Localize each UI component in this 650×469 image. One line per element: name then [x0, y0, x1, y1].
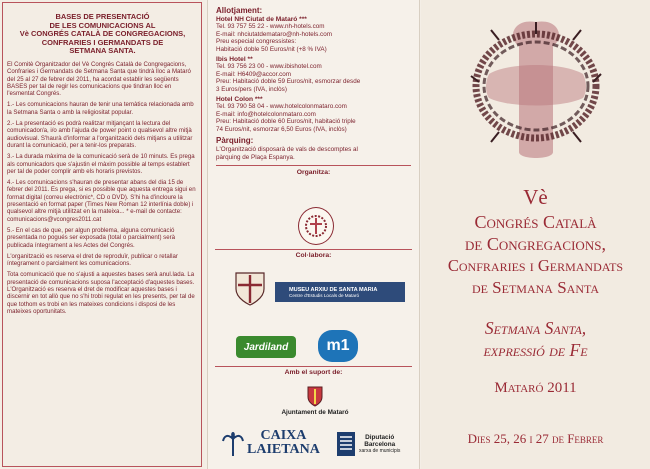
cover-title-line: de Setmana Santa	[471, 278, 600, 297]
rule-5: 5.- En el cas de que, per algun problema, alguna comunicació presentada no pogués ser exposada (total o parcialment) serà publicada íntegrament a les Actes del Congrés.	[7, 226, 176, 249]
edition-label: Vè	[523, 185, 548, 209]
museu-arxiu-logo	[275, 282, 405, 302]
hotel-line: E-mail: info@hotelcolonmataro.com	[216, 110, 316, 118]
ajuntament-logo	[265, 380, 365, 420]
bases-heading-line: DE LES COMUNICACIONS AL	[49, 20, 156, 30]
hotel-name: Hotel Colon ***	[216, 96, 263, 104]
hotel-name: Hotel NH Ciutat de Mataró ***	[216, 16, 307, 23]
hotel-line: E-mail: nhciutatdemataro@nh-hotels.com	[216, 30, 332, 38]
museu-arxiu-line1: MUSEU ARXIU DE SANTA MARIA	[289, 286, 378, 293]
suport-label: Amb el suport de:	[284, 369, 343, 376]
hotel-line: Preu especial congressistes:	[216, 38, 297, 46]
caixa-laietana-logo	[222, 427, 326, 459]
rule-3: 3.- La durada màxima de la comunicació serà de 10 minuts. Es prega als comunicadors que s'ajustin el màxim possible al temps establert per tal de poder complir amb els horaris previstos.	[7, 153, 195, 175]
diputacio-line1: Diputació	[365, 434, 395, 441]
caixa-line1: CAIXA	[260, 428, 307, 443]
m1-text: m1	[326, 337, 350, 354]
reserve-paragraph: L'organització es reserva el dret de reproduïr, publicar o retallar íntegrament o parcialment les comunicacions.	[7, 252, 178, 268]
closing-paragraph: Tota comunicació que no s'ajusti a aquestes bases serà anul.lada. La presentació de comunicacions suposa l'acceptació d'aquestes bases. L'Organització es reserva el dret de modificar aquestes bases i discernir en tot allò que no s'hi trobi regulat en les presents, per tal de que tothom es trobi en les mateixes condicions i disposi de les mateixes oportunitats.	[7, 271, 195, 315]
parking-line: L'Organització disposarà de vals de descomptes al	[216, 146, 358, 154]
shield-icon	[232, 269, 268, 307]
intro-paragraph: El Comitè Organitzador del Vè Congrés Català de Congregacions, Confraries i Germandats de Setmana Santa que tindrà lloc a Mataró del 25 al 27 de febrer del 2011, ha acordat establir les següents BASES per tal de regir les comunicacions que tindran lloc en l'esmentat Congrés.	[7, 60, 191, 98]
motto-line: expressió de Fe	[483, 340, 588, 360]
crown-of-thorns-cross-icon	[469, 12, 603, 167]
cover-title-line: Congrés Català	[474, 212, 597, 232]
lodging-title: Allotjament:	[216, 6, 263, 15]
bases-heading-line: CONFRARIES I GERMANDATS DE	[41, 37, 164, 47]
event-dates: Dies 25, 26 i 27 de Febrer	[467, 431, 604, 446]
hotel-line: Habitació doble 50 Euros/nit (+8 % IVA)	[216, 45, 327, 53]
cover-title-line: de Congregacions,	[465, 234, 606, 254]
left-panel-frame	[2, 2, 202, 467]
organitza-label: Organitza:	[296, 168, 331, 176]
jardiland-logo	[236, 336, 296, 358]
jardiland-text: Jardiland	[243, 341, 289, 353]
hotel-nh	[216, 16, 411, 53]
rule-1: 1.- Les comunicacions hauran de tenir una temàtica relacionada amb la Setmana Santa o amb la religiositat popular.	[7, 101, 194, 116]
hotel-line: E-mail: H6409@accor.com	[216, 70, 291, 78]
hotel-ibis	[216, 56, 411, 93]
hotel-line: Preu: Habitació doble 60 Euros/nit, habitació triple	[216, 118, 356, 126]
parking-line: pàrquing de Plaça Espanya.	[216, 153, 295, 161]
hotel-line: 74 Euros/nit, esmorzar 6,50 Euros (IVA, inclòs)	[216, 125, 347, 133]
caixa-laietana-text	[247, 429, 320, 457]
palm-tree-icon	[222, 429, 244, 457]
cover-title-line: Confraries i Germandats	[447, 256, 624, 275]
hotel-line: Tel. 93 756 23 00 - www.ibishotel.com	[216, 63, 322, 71]
left-panel	[0, 0, 205, 469]
hotel-colon	[216, 96, 411, 133]
bases-heading-line: BASES DE PRESENTACIÓ	[55, 12, 150, 21]
hotel-line: Tel. 93 790 58 04 - www.hotelcolonmataro.com	[216, 103, 347, 111]
diputacio-line3: xarxa de municipis	[359, 448, 401, 454]
m1-logo	[318, 330, 358, 362]
divider	[216, 165, 411, 166]
city-year: Mataró 2011	[494, 380, 577, 396]
escut-logo	[230, 268, 270, 308]
crown-of-thorns-icon	[302, 212, 330, 240]
bases-heading-line: SETMANA SANTA.	[69, 46, 136, 56]
diputacio-line2: Barcelona	[364, 441, 396, 448]
divider	[215, 249, 412, 250]
museu-arxiu-line2: Centre d'Estudis Locals de Mataró	[289, 292, 360, 298]
hotel-line: 3 Euros/pers (IVA, inclòs)	[216, 85, 287, 93]
collabora-label: Col·labora:	[295, 252, 332, 259]
ajuntament-text: Ajuntament de Mataró	[281, 408, 349, 416]
motto-line: Setmana Santa,	[484, 318, 587, 338]
bases-heading-line: Vè CONGRÉS CATALÀ DE CONGREGACIONS,	[19, 29, 186, 39]
hotel-line: Tel. 93 757 55 22 - www.nh-hotels.com	[216, 23, 325, 31]
diputacio-text	[359, 434, 400, 454]
organizer-seal-logo	[298, 207, 334, 245]
hotel-line: Preu: Habitació doble 59 Euros/nit, esmorzar desde	[216, 78, 361, 86]
rule-4: 4.- Les comunicacions s'hauran de presentar abans del dia 15 de febrer del 2011. Es prega, si es possible que aquesta entrega sigui en format digital (correu electrònic*, CD o DVD). S'hi ha d'incloure la presentació en format paper (Times New Roman 12 interlínia doble) i qualsevol altre mitjà utilitzat en la mateixa... * e-mail de contacte: comunicacions@vcongres2011.cat	[7, 179, 196, 223]
diputacio-emblem-icon	[336, 431, 356, 457]
divider	[215, 366, 412, 367]
diputacio-logo	[336, 428, 416, 460]
caixa-line2: LAIETANA	[247, 442, 320, 457]
rule-2: 2.- La presentació es podrà realitzar mitjançant la lectura del comunicador/a, i/o amb l'ajuda de power point o qualsevol altre mitjà audiovisual. S'haurà d'informar a l'organització dels mitjans a utilitzar durant la comunicació, per a tenir-los preparats.	[7, 120, 193, 149]
city-shield-icon	[306, 385, 324, 407]
cover-panel	[421, 0, 650, 469]
hotel-name: Ibis Hotel **	[216, 56, 253, 64]
parking-title: Pàrquing:	[216, 136, 254, 146]
